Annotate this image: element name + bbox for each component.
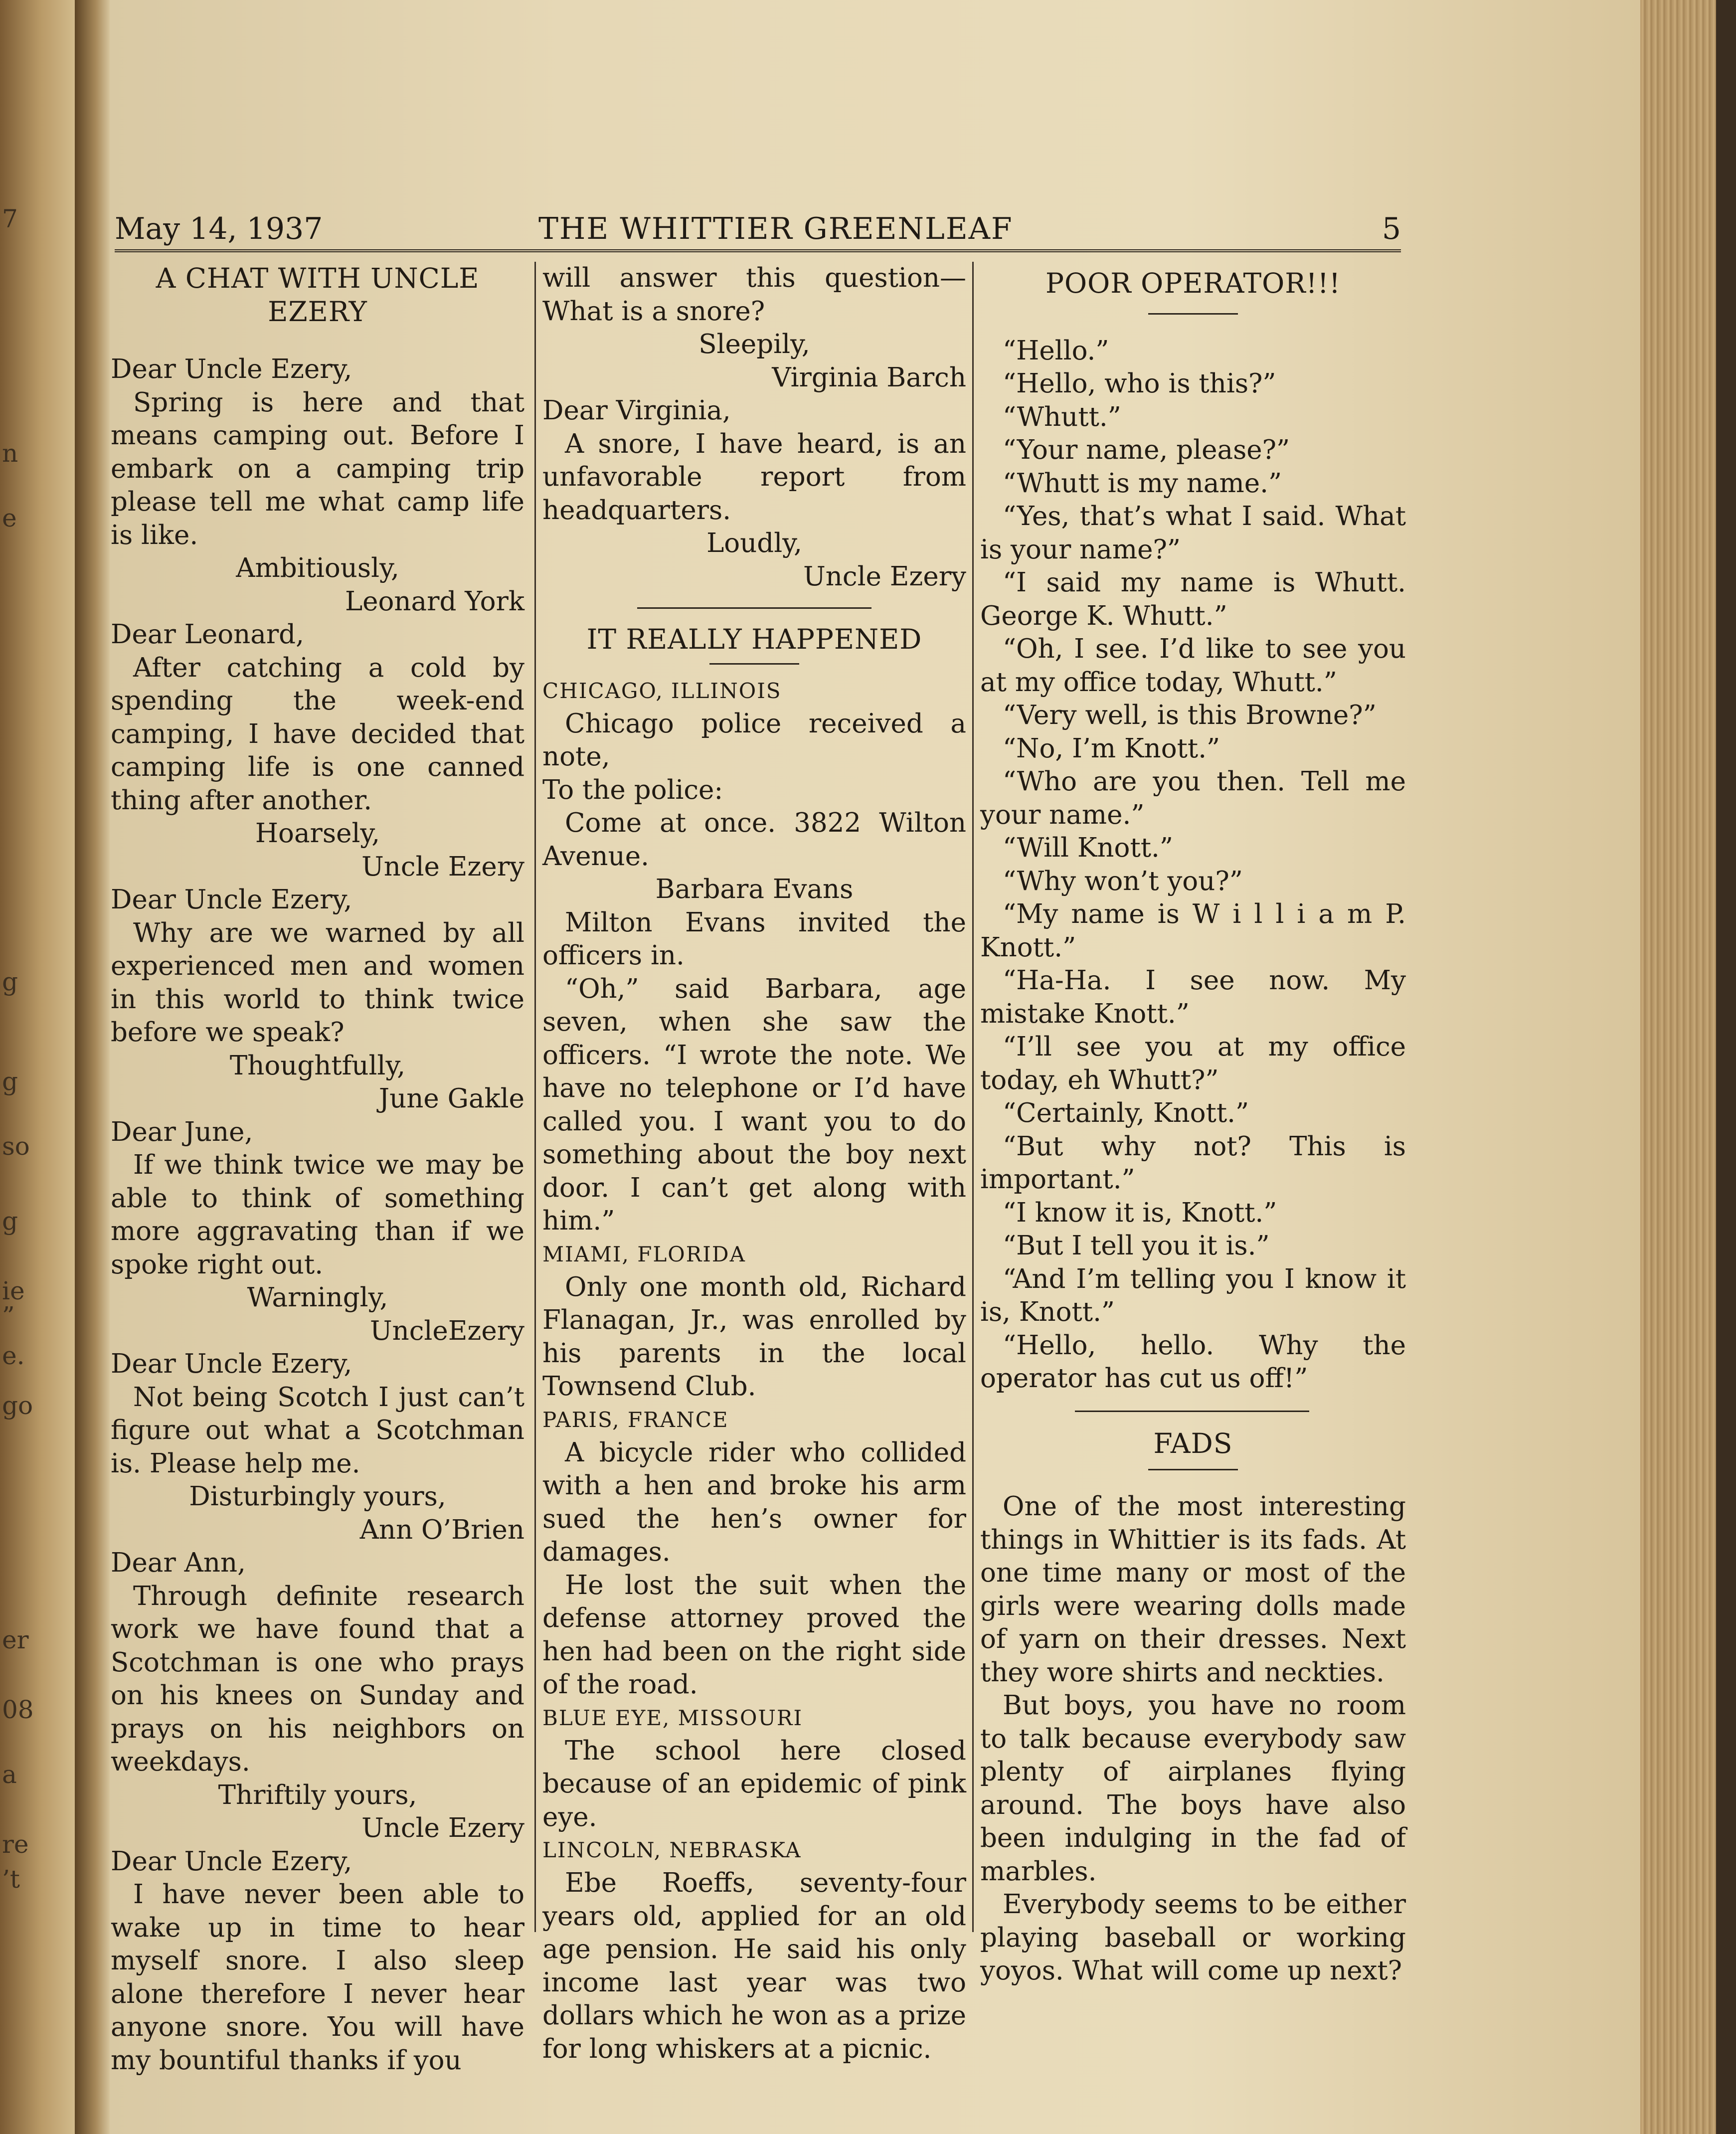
letter-signature: Uncle Ezery [361, 1813, 524, 1843]
dialogue-line: “Hello, hello. Why the operator has cut us off!” [980, 1330, 1406, 1394]
dialogue-line: “Why won’t you?” [1003, 866, 1243, 896]
left-page-fragment: e. [2, 1341, 25, 1370]
letter-body: Through definite research work we have found that a Scotchman is one who prays on his knees on Sunday and prays on his neighbors on weekdays. [111, 1581, 524, 1777]
operator-heading: POOR OPERATOR!!! [1045, 267, 1341, 299]
news-paragraph: To the police: [542, 774, 723, 805]
fads-paragraph: Everybody seems to be either playing baseball or working yoyos. What will come up next? [980, 1889, 1406, 1986]
news-paragraph: Only one month old, Richard Flanagan, Jr., was enrolled by his parents in the local Townsend Club. [542, 1271, 966, 1402]
letter-body: Not being Scotch I just can’t figure out what a Scotchman is. Please help me. [111, 1382, 524, 1479]
dialogue-line: “Hello, who is this?” [1003, 368, 1276, 399]
letter-closing: Thriftily yours, [218, 1779, 417, 1810]
page-number: 5 [1382, 211, 1401, 246]
chat-heading: A CHAT WITH UNCLE EZERY [156, 262, 480, 328]
masthead-title: THE WHITTIER GREENLEAF [538, 211, 1013, 246]
dialogue-line: “No, I’m Knott.” [1003, 733, 1220, 764]
letter-closing: Loudly, [706, 528, 802, 558]
letter-signature: Uncle Ezery [361, 851, 524, 882]
news-paragraph: A bicycle rider who collided with a hen and broke his arm sued the hen’s owner for damages. [542, 1437, 966, 1567]
letter-closing: Hoarsely, [255, 818, 380, 849]
dateline: PARIS, FRANCE [542, 1407, 729, 1432]
heading-rule [1148, 1469, 1238, 1470]
section-divider [637, 607, 871, 609]
fads-paragraph: But boys, you have no room to talk because everybody saw plenty of airplanes flying around. The boys have also been indulging in the fad of marbles. [980, 1690, 1406, 1887]
news-paragraph: Milton Evans invited the officers in. [542, 907, 966, 971]
left-page-fragment: ie [2, 1276, 25, 1305]
section-divider [1075, 1411, 1309, 1412]
dateline: CHICAGO, ILLINOIS [542, 678, 782, 703]
letter-salutation: Dear Ann, [111, 1548, 246, 1578]
letter-body: I have never been able to wake up in time to hear myself snore. I also sleep alone therefore I never hear anyone snore. You will have my bountiful thanks if you [111, 1879, 524, 2076]
left-page-fragment: a [2, 1760, 17, 1789]
dialogue-line: “But I tell you it is.” [1003, 1231, 1270, 1261]
letter-body: Why are we warned by all experienced men and women in this world to think twice before we speak? [111, 917, 524, 1048]
book-gutter [75, 0, 110, 2134]
fads-paragraph: One of the most interesting things in Whittier is its fads. At one time many or most of the girls were wearing dolls made of yarn on their dresses. Next they wore shirts and neckties. [980, 1491, 1406, 1688]
dialogue-line: “Very well, is this Browne?” [1003, 700, 1377, 730]
dialogue-line: “Certainly, Knott.” [1003, 1098, 1249, 1128]
left-page-edge [0, 0, 75, 2134]
left-page-fragment: e [2, 504, 17, 533]
dialogue-line: “I said my name is Whutt. George K. Whutt.” [980, 567, 1406, 631]
letter-signature: Ann O’Brien [359, 1514, 524, 1545]
news-paragraph: The school here closed because of an epidemic of pink eye. [542, 1735, 966, 1832]
left-page-fragment: so [2, 1132, 30, 1161]
left-page-fragment: g [2, 1067, 18, 1096]
letter-salutation: Dear Virginia, [542, 395, 731, 426]
letter-salutation: Dear Uncle Ezery, [111, 1846, 352, 1877]
fads-heading: FADS [1153, 1427, 1233, 1459]
letter-salutation: Dear June, [111, 1116, 253, 1147]
dialogue-line: “And I’m telling you I know it is, Knott.” [980, 1263, 1406, 1327]
dialogue-line: “Whutt.” [1003, 401, 1121, 432]
note-signature: Barbara Evans [655, 874, 854, 904]
letter-closing: Ambitiously, [236, 553, 399, 583]
letter-closing: Disturbingly yours, [189, 1481, 446, 1512]
letter-body: A snore, I have heard, is an unfavorable report from headquarters. [542, 428, 966, 526]
letter-signature: Leonard York [345, 586, 524, 617]
letter-signature: Virginia Barch [772, 362, 966, 393]
left-page-fragment: 7 [2, 204, 18, 233]
news-paragraph: Chicago police received a note, [542, 708, 966, 772]
dialogue-line: “Yes, that’s what I said. What is your name?” [980, 501, 1406, 565]
column-1 [111, 262, 524, 2077]
heading-rule [709, 663, 799, 665]
letter-body-continued: will answer this question— What is a snore? [542, 263, 966, 327]
dialogue-line: “I’ll see you at my office today, eh Whutt?” [980, 1032, 1406, 1095]
column-rule [534, 262, 536, 1932]
news-paragraph: “Oh,” said Barbara, age seven, when she saw the officers. “I wrote the note. We have no telephone or I’d have called you. I want you to do something about the boy next door. I can’t get along with him.” [542, 973, 966, 1236]
dialogue-line: “Hello.” [1003, 335, 1109, 366]
dialogue-line: “Ha-Ha. I see now. My mistake Knott.” [980, 965, 1406, 1029]
column-rule [972, 262, 974, 1932]
letter-body: If we think twice we may be able to think of something more aggravating than if we spoke right out. [111, 1150, 524, 1280]
letter-salutation: Dear Uncle Ezery, [111, 1349, 352, 1379]
letter-closing: Warningly, [247, 1282, 388, 1313]
letter-body: After catching a cold by spending the week-end camping, I have decided that camping life is one canned thing after another. [111, 652, 524, 816]
column-2 [542, 262, 966, 2066]
left-page-fragment: er [2, 1625, 29, 1654]
dateline: MIAMI, FLORIDA [542, 1242, 746, 1266]
letter-signature: Uncle Ezery [803, 561, 966, 592]
dialogue-line: “Oh, I see. I’d like to see you at my office today, Whutt.” [980, 634, 1406, 698]
news-paragraph: He lost the suit when the defense attorney proved the hen had been on the right side of the road. [542, 1570, 966, 1700]
dialogue-line: “But why not? This is important.” [980, 1131, 1406, 1195]
dialogue-line: “Will Knott.” [1003, 833, 1173, 863]
dialogue-line: “Who are you then. Tell me your name.” [980, 766, 1406, 830]
issue-date: May 14, 1937 [115, 211, 323, 246]
left-page-fragment: re [2, 1830, 29, 1859]
column-3 [980, 262, 1406, 1988]
letter-closing: Thoughtfully, [229, 1050, 406, 1081]
letter-body: Spring is here and that means camping out. Before I embark on a camping trip please tell me what camp life is like. [111, 387, 524, 550]
letter-signature: June Gakle [378, 1083, 524, 1114]
left-page-fragment: n [2, 439, 18, 468]
letter-salutation: Dear Leonard, [111, 619, 304, 650]
left-page-fragment: go [2, 1391, 33, 1420]
dialogue-line: “My name is W i l l i a m P. Knott.” [980, 899, 1406, 963]
happened-heading: IT REALLY HAPPENED [586, 623, 922, 655]
dialogue-line: “I know it is, Knott.” [1003, 1197, 1277, 1228]
left-page-fragment: ’t [2, 1865, 20, 1894]
letter-signature: UncleEzery [369, 1315, 524, 1346]
left-page-fragment: g [2, 1207, 18, 1236]
letter-closing: Sleepily, [698, 329, 810, 359]
letter-salutation: Dear Uncle Ezery, [111, 354, 352, 384]
heading-rule [1148, 313, 1238, 315]
dateline: LINCOLN, NEBRASKA [542, 1838, 802, 1862]
news-paragraph: Ebe Roeffs, seventy-four years old, applied for an old age pension. He said his only income last year was two dollars which he won as a prize for long whiskers at a picnic. [542, 1868, 966, 2064]
letter-salutation: Dear Uncle Ezery, [111, 885, 352, 915]
dateline: BLUE EYE, MISSOURI [542, 1705, 803, 1730]
left-page-fragment: g [2, 967, 18, 996]
news-paragraph: Come at once. 3822 Wilton Avenue. [542, 808, 966, 872]
dialogue-line: “Your name, please?” [1003, 435, 1290, 465]
page-stack-edge [1640, 0, 1736, 2134]
page-header [115, 209, 1401, 252]
left-page-fragment: 08 [2, 1695, 34, 1724]
dialogue-line: “Whutt is my name.” [1003, 468, 1282, 499]
left-page-fragment: ” [2, 1301, 15, 1330]
